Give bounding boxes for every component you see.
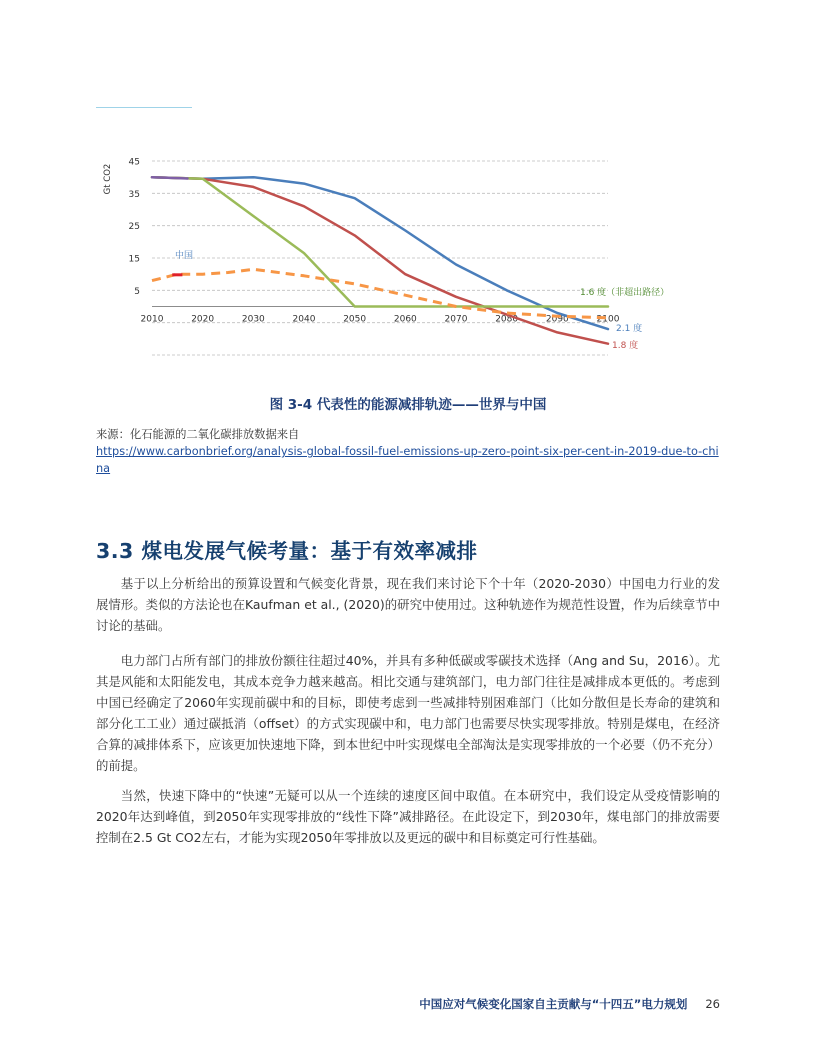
series-line-2 [152, 177, 608, 306]
x-tick-label: 2030 [241, 314, 265, 325]
page-number: 26 [705, 997, 720, 1011]
paragraph-2: 电力部门占所有部门的排放份额往往超过40%，并具有多种低碳或零碳技术选择（Ang and Su，2016）。尤其是风能和太阳能发电，其成本竞争力越来越高。相比交通与建筑部门，电力部门往往是减排成本更低的。考虑到中国已经确定了2060年实现前碳中和的目标，即使考虑到一些减排特别困难部门（比如分散但是长寿命的建筑和部分化工工业）通过碳抵消（offset）的方式实现碳中和，电力部门也需要尽快实现零排放。特别是煤电，在经济合算的减排体系下，应该更加快速地下降，到本世纪中叶实现煤电全部淘汰是实现零排放的一个必要（仍不充分）的前提。 [96, 653, 720, 773]
y-tick-label: 45 [128, 157, 140, 168]
source-note [96, 426, 720, 477]
paragraph-3: 当然，快速下降中的“快速”无疑可以从一个连续的速度区间中取值。在本研究中，我们设定从受疫情影响的2020年达到峰值，到2050年实现零排放的“线性下降”减排路径。在此设定下，到2030年，煤电部门的排放需要控制在2.5 Gt CO2左右，才能为实现2050年零排放以及更远的碳中和目标奠定可行性基础。 [96, 788, 720, 845]
page-footer [419, 996, 720, 1012]
x-tick-label: 2050 [343, 314, 367, 325]
source-label: 来源：化石能源的二氧化碳排放数据来自 [96, 428, 300, 441]
y-tick-label: 15 [128, 254, 140, 265]
x-tick-label: 2100 [596, 314, 620, 325]
figure-caption: 图 3-4 代表性的能源减排轨迹——世界与中国 [269, 397, 547, 413]
label-2-1: 2.1 度 [616, 324, 643, 334]
label-china: 中国 [175, 251, 194, 261]
section-title: 3.3 煤电发展气候考量：基于有效率减排 [96, 539, 478, 563]
y-tick-label: 5 [134, 286, 140, 297]
header-rule [96, 107, 192, 108]
x-tick-label: 2090 [545, 314, 569, 325]
emissions-chart [96, 145, 736, 370]
y-tick-label: 35 [128, 189, 140, 200]
source-link[interactable]: https://www.carbonbrief.org/analysis-global-fossil-fuel-emissions-up-zero-point-six-per-cent-in-2019-due-to-china [96, 445, 719, 475]
series-line-3 [152, 269, 608, 318]
y-axis-label: Gt CO2 [103, 163, 113, 195]
x-tick-label: 2070 [444, 314, 468, 325]
x-tick-label: 2060 [393, 314, 417, 325]
x-tick-label: 2010 [140, 314, 164, 325]
label-1-8: 1.8 度 [612, 341, 639, 351]
footer-title: 中国应对气候变化国家自主贡献与“十四五”电力规划 [419, 997, 688, 1011]
y-tick-label: 25 [128, 222, 140, 233]
x-tick-label: 2020 [191, 314, 215, 325]
x-tick-label: 2040 [292, 314, 316, 325]
series-line-4 [152, 177, 188, 178]
x-tick-label: 2080 [495, 314, 519, 325]
series-line-1 [152, 177, 608, 344]
label-1-6: 1.6 度（非超出路径） [580, 288, 670, 298]
paragraph-1: 基于以上分析给出的预算设置和气候变化背景，现在我们来讨论下个十年（2020-2030）中国电力行业的发展情形。类似的方法论也在Kaufman et al., (2020)的研究中使用过。这种轨迹作为规范性设置，作为后续章节中讨论的基础。 [96, 576, 720, 633]
